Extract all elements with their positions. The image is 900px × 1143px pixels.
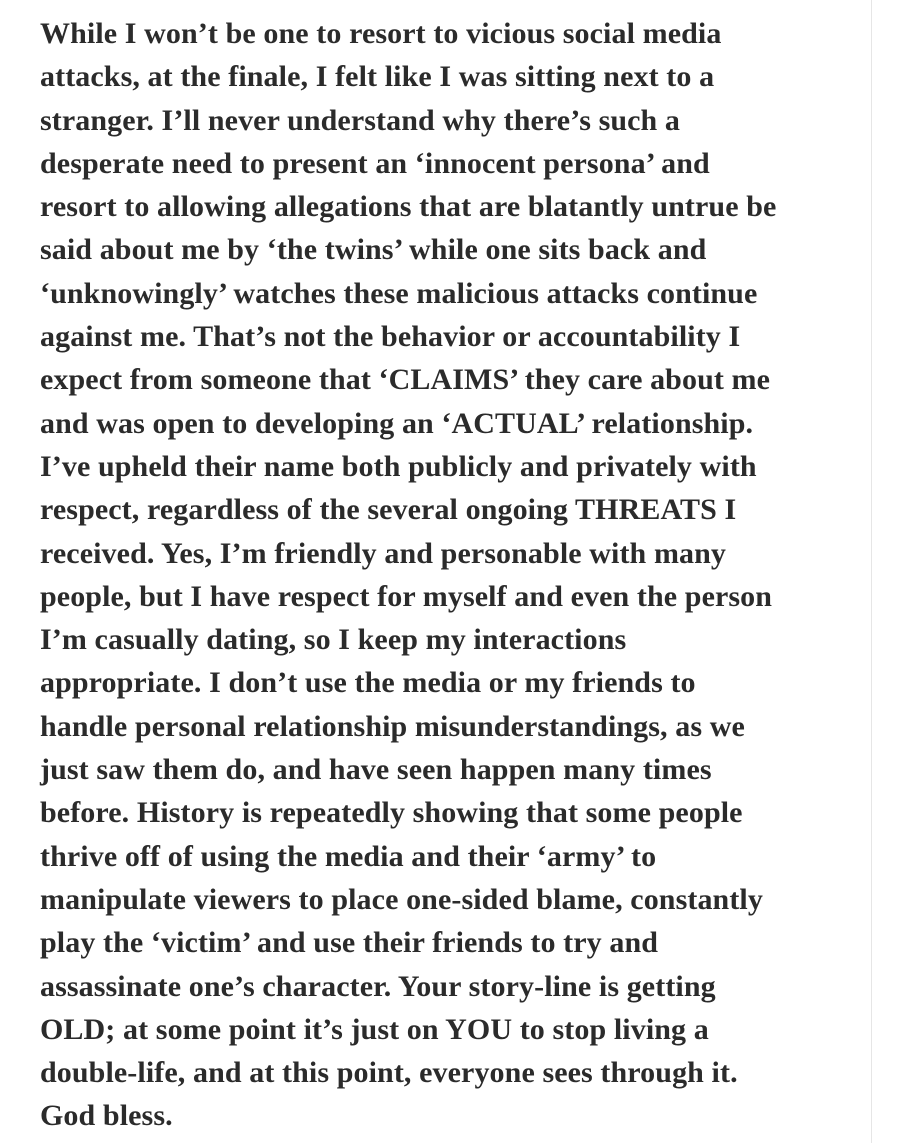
statement-line: desperate need to present an ‘innocent persona’ and [40, 146, 710, 180]
statement-line: said about me by ‘the twins’ while one sits back and [40, 233, 707, 267]
statement-line: people, but I have respect for myself and even the person [40, 579, 773, 613]
statement-line: received. Yes, I’m friendly and personable with many [40, 536, 727, 570]
statement-line: God bless. [40, 1099, 173, 1133]
statement-line: manipulate viewers to place one-sided blame, constantly [40, 882, 763, 916]
statement-line: OLD; at some point it’s just on YOU to stop living a [40, 1012, 709, 1046]
statement-line: double-life, and at this point, everyone sees through it. [40, 1056, 738, 1090]
statement-line: expect from someone that ‘CLAIMS’ they care about me [40, 363, 771, 397]
statement-line: I’ve upheld their name both publicly and privately with [40, 449, 757, 483]
statement-line: ‘unknowingly’ watches these malicious attacks continue [40, 276, 758, 310]
statement-line: play the ‘victim’ and use their friends to try and [40, 926, 659, 960]
statement-line: assassinate one’s character. Your story-line is getting [40, 969, 716, 1003]
page-edge-divider [871, 0, 872, 1143]
statement-line: against me. That’s not the behavior or accountability I [40, 320, 741, 354]
statement-text-block [40, 12, 870, 1138]
statement-line: stranger. I’ll never understand why there’s such a [40, 103, 681, 137]
statement-line: respect, regardless of the several ongoing THREATS I [40, 493, 737, 527]
statement-line: attacks, at the finale, I felt like I was sitting next to a [40, 60, 715, 94]
statement-line: thrive off of using the media and their ‘army’ to [40, 839, 657, 873]
statement-line: appropriate. I don’t use the media or my friends to [40, 666, 696, 700]
statement-line: and was open to developing an ‘ACTUAL’ relationship. [40, 406, 754, 440]
statement-line: before. History is repeatedly showing that some people [40, 796, 743, 830]
statement-line: handle personal relationship misunderstandings, as we [40, 709, 745, 743]
statement-line: resort to allowing allegations that are blatantly untrue be [40, 190, 777, 224]
statement-line: just saw them do, and have seen happen many times [40, 753, 712, 787]
statement-line: I’m casually dating, so I keep my interactions [40, 623, 627, 657]
statement-line: While I won’t be one to resort to vicious social media [40, 17, 722, 50]
